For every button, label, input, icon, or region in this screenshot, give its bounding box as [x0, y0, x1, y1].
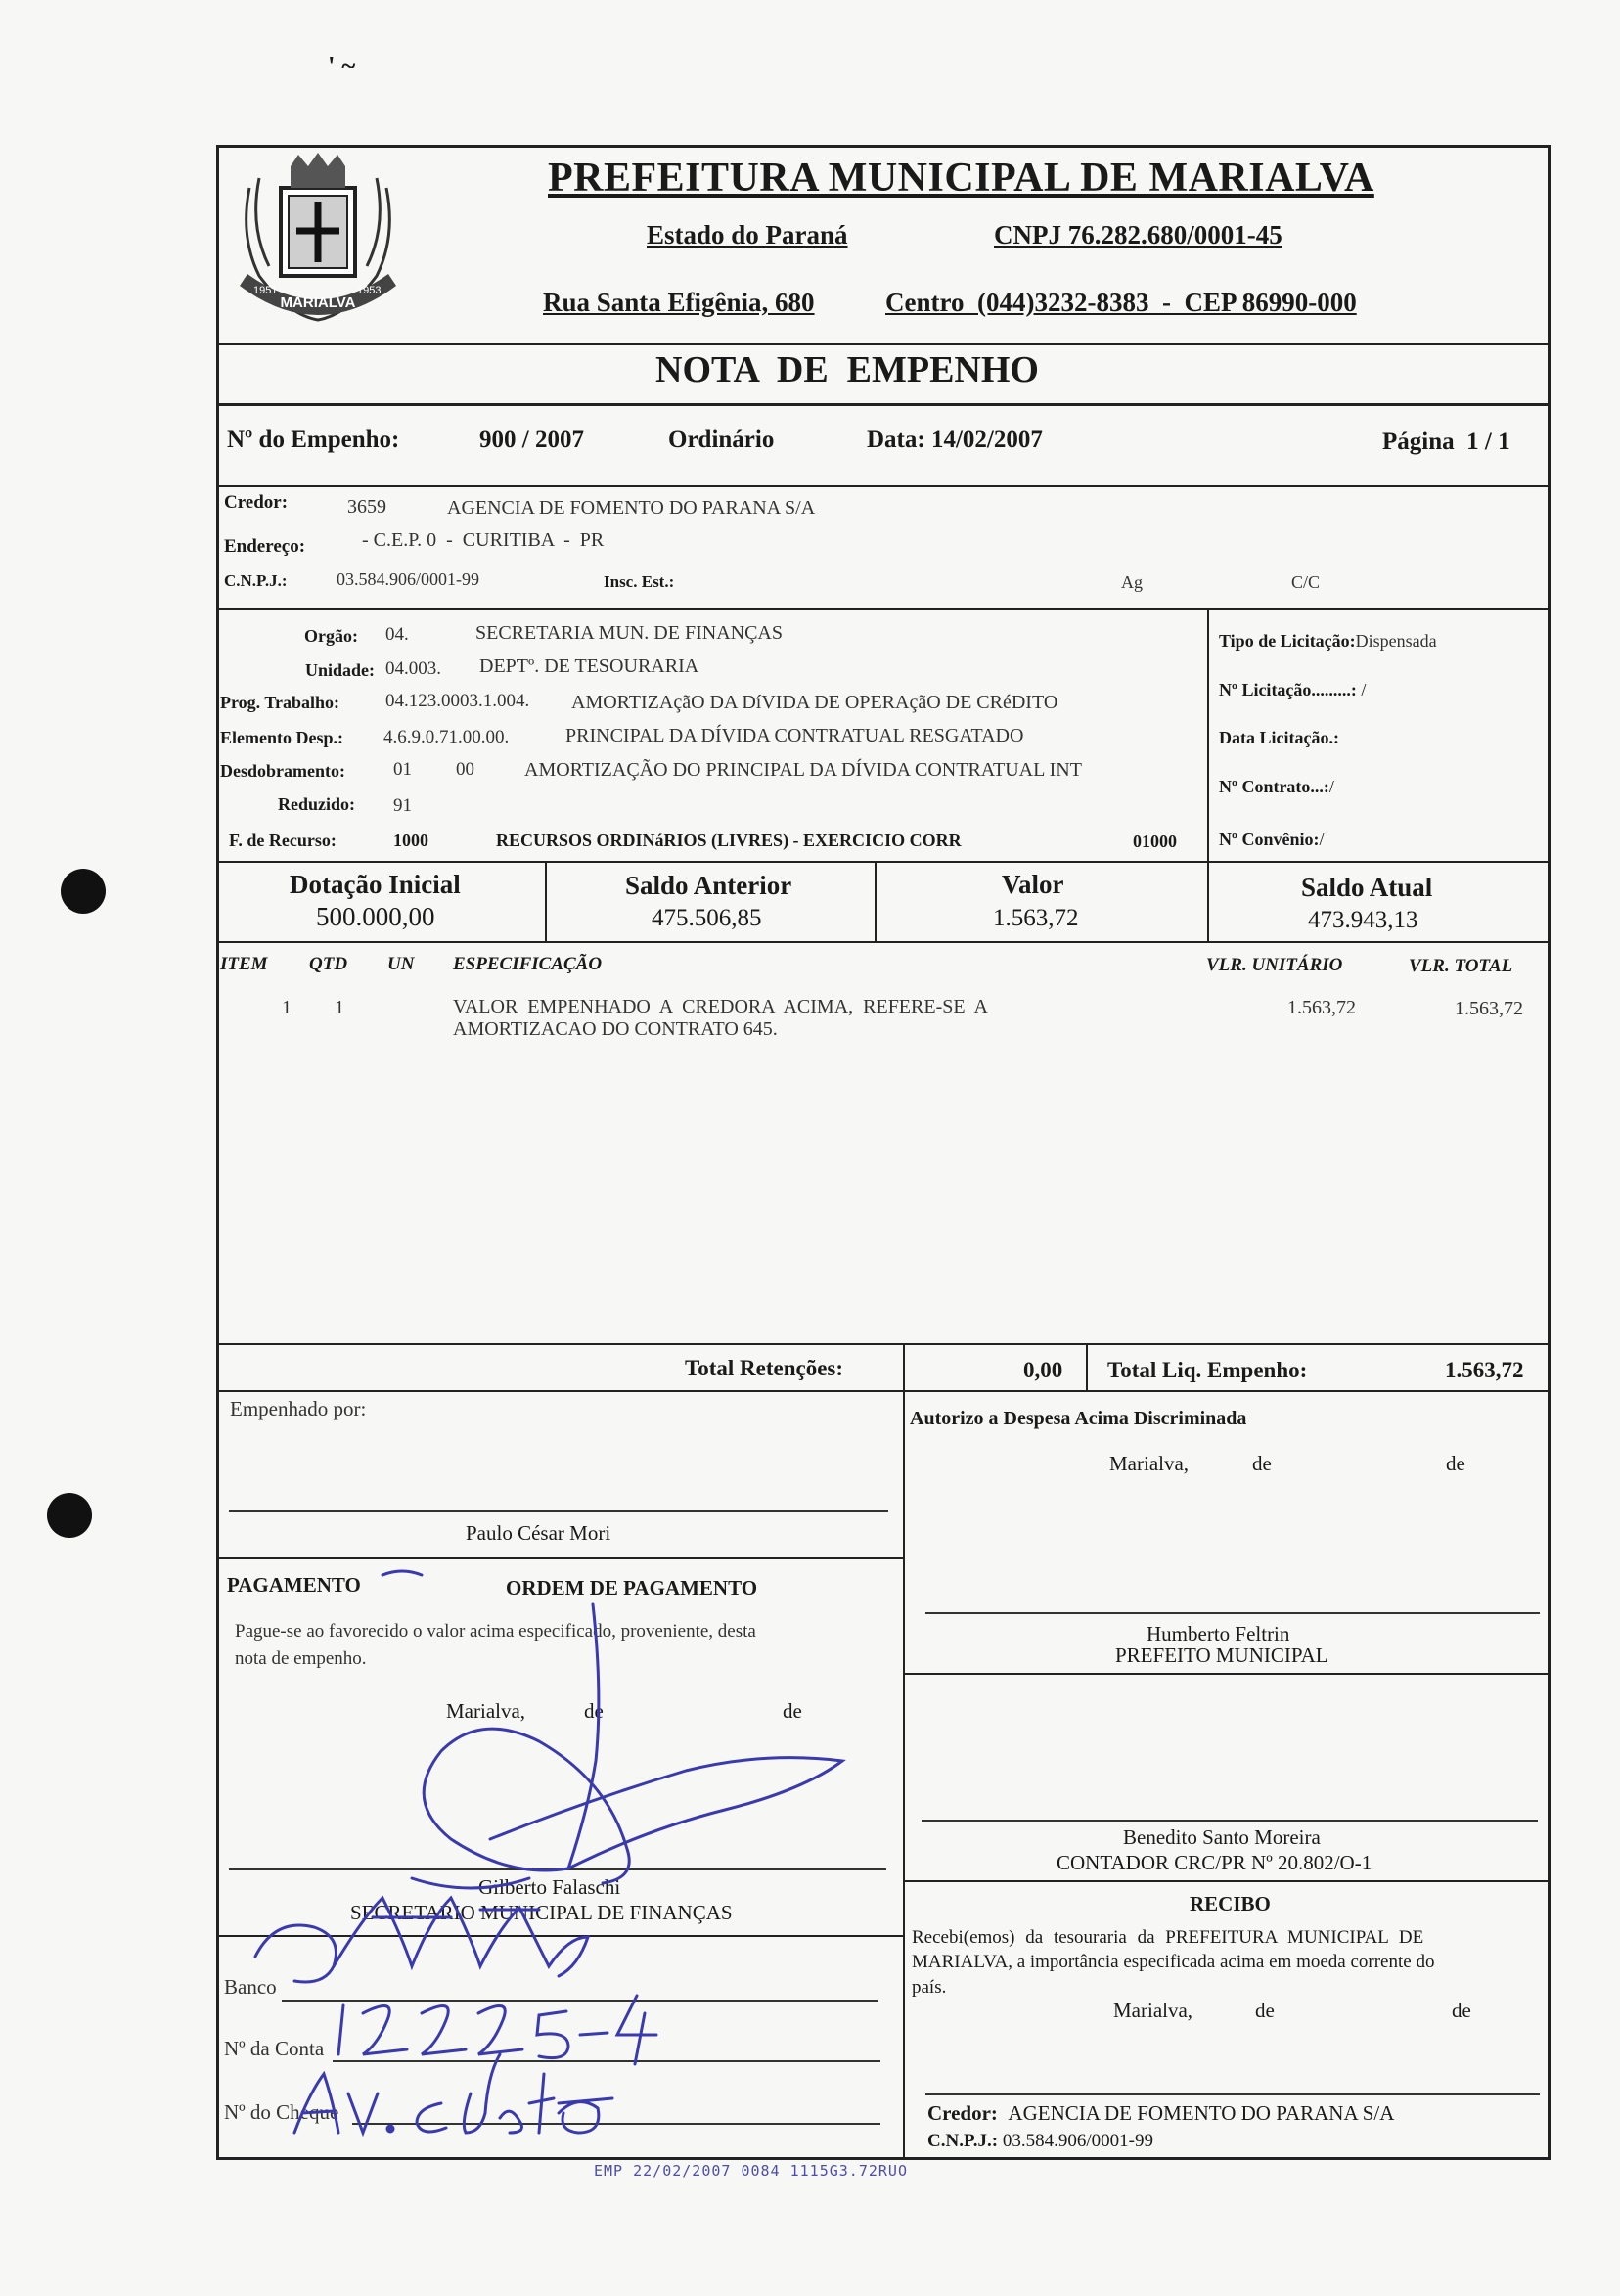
punch-hole-bottom: [47, 1493, 92, 1538]
pagamento-label: PAGAMENTO: [227, 1573, 361, 1597]
endereco-label: Endereço:: [224, 536, 306, 557]
contador-cargo: CONTADOR CRC/PR Nº 20.802/O-1: [1057, 1851, 1372, 1874]
header-title: PREFEITURA MUNICIPAL DE MARIALVA: [548, 156, 1374, 201]
col-un: UN: [387, 954, 415, 974]
pagamento-local: Marialva,: [446, 1699, 526, 1723]
col-item: ITEM: [220, 954, 268, 974]
autorizo-de-2: de: [1446, 1452, 1465, 1475]
reduzido-value: 91: [393, 795, 412, 816]
licitacao-type-row: [1219, 631, 1437, 652]
unidade-label: Unidade:: [305, 660, 376, 680]
recibo-text-3: país.: [912, 1977, 947, 1998]
elemento-desp-code: 4.6.9.0.71.00.00.: [383, 727, 510, 747]
liquido-value: 1.563,72: [1445, 1358, 1524, 1382]
autorizo-local: Marialva,: [1109, 1452, 1190, 1475]
col-especificacao: ESPECIFICAÇÃO: [453, 954, 603, 974]
recibo-local: Marialva,: [1113, 1999, 1193, 2022]
table-row-item: 1: [282, 997, 292, 1018]
divider: [216, 608, 1551, 610]
autorizo-label: Autorizo a Despesa Acima Discriminada: [910, 1408, 1247, 1429]
licitacao-number-label: Nº Licitação.........:: [1219, 680, 1357, 699]
recibo-cnpj-label: C.N.P.J.:: [927, 2131, 999, 2151]
divider: [216, 861, 1551, 863]
empenho-type: Ordinário: [668, 427, 775, 453]
header-cnpj: CNPJ 76.282.680/0001-45: [994, 220, 1282, 249]
desdobramento-name: AMORTIZAÇÃO DO PRINCIPAL DA DÍVIDA CONTRATUAL INT: [524, 759, 1082, 781]
prefeito-nome: Humberto Feltrin: [1147, 1622, 1290, 1645]
punch-hole-top: [61, 869, 106, 914]
divider: [216, 403, 1551, 406]
signature-line: [925, 2093, 1540, 2095]
empenho-number: 900 / 2007: [479, 427, 584, 453]
saldo-anterior-value: 475.506,85: [652, 905, 762, 931]
handwritten-signatures: [216, 1546, 921, 2152]
header-address: Rua Santa Efigênia, 680: [543, 288, 815, 317]
insc-est-label: Insc. Est.:: [604, 572, 675, 591]
seal-year-right: 1953: [357, 285, 382, 296]
saldo-anterior-label: Saldo Anterior: [625, 871, 792, 900]
header-state: Estado do Paraná: [647, 220, 848, 249]
seal-label: MARIALVA: [280, 294, 356, 311]
empenhado-label: Empenhado por:: [230, 1397, 367, 1420]
recibo-credor-row: [927, 2101, 1394, 2126]
dotacao-label: Dotação Inicial: [290, 870, 461, 899]
header-address-2: Centro (044)3232-8383 - CEP 86990-000: [885, 288, 1357, 317]
recibo-cnpj-row: [927, 2131, 1153, 2152]
recibo-credor: AGENCIA DE FOMENTO DO PARANA S/A: [1008, 2101, 1395, 2125]
ordem-pen-mark: [382, 1571, 422, 1575]
licitacao-date-label: Data Licitação.:: [1219, 728, 1339, 747]
unidade-code: 04.003.: [385, 658, 441, 679]
banco-label: Banco: [224, 1975, 277, 1999]
conta-handwriting: [338, 2005, 343, 2054]
cheque-label: Nº do Cheque: [224, 2100, 339, 2124]
table-row-desc-2: AMORTIZACAO DO CONTRATO 645.: [453, 1018, 778, 1040]
recibo-text-1: Recebi(emos) da tesouraria da PREFEITURA MUNICIPAL DE: [912, 1927, 1424, 1948]
contrato-row: [1219, 777, 1334, 797]
cnpj-label: C.N.P.J.:: [224, 571, 288, 590]
prog-trabalho-name: AMORTIZAçãO DA DíVIDA DE OPERAçãO DE CRéDITO: [571, 692, 1058, 713]
ordem-pagamento-label: ORDEM DE PAGAMENTO: [506, 1576, 758, 1599]
liquido-label: Total Liq. Empenho:: [1107, 1358, 1308, 1382]
saldo-atual-value: 473.943,13: [1308, 907, 1418, 933]
page-number: Página 1 / 1: [1382, 428, 1510, 455]
divider: [903, 1343, 905, 1390]
convenio-label: Nº Convênio:: [1219, 830, 1320, 849]
seal-year-left: 1951: [253, 285, 278, 296]
desdobramento-code-2: 00: [456, 759, 474, 780]
secretario-signature: [568, 1604, 599, 1868]
recibo-cnpj: 03.584.906/0001-99: [1002, 2131, 1153, 2151]
cheque-handwriting: [294, 2074, 338, 2133]
divider: [216, 343, 1551, 345]
divider: [545, 861, 547, 941]
licitacao-type: Dispensada: [1355, 631, 1437, 651]
licitacao-number: /: [1361, 680, 1367, 699]
retencoes-label: Total Retenções:: [685, 1356, 844, 1380]
recibo-text-2: MARIALVA, a importância especificada acima em moeda corrente do: [912, 1952, 1435, 1972]
divider: [216, 941, 1551, 943]
fonte-recurso-label: F. de Recurso:: [229, 831, 337, 850]
fonte-recurso-code: 1000: [393, 831, 428, 850]
conta-label: Nº da Conta: [224, 2037, 325, 2060]
divider: [1086, 1343, 1088, 1390]
table-row-total: 1.563,72: [1455, 998, 1523, 1019]
prog-trabalho-code: 04.123.0003.1.004.: [385, 691, 530, 711]
table-row-qtd: 1: [335, 997, 344, 1018]
prog-trabalho-label: Prog. Trabalho:: [220, 693, 340, 712]
fonte-recurso-code-2: 01000: [1133, 832, 1177, 851]
empenho-date: Data: 14/02/2007: [867, 427, 1043, 453]
signature-line: [925, 1612, 1540, 1614]
prefeito-cargo: PREFEITO MUNICIPAL: [1115, 1643, 1328, 1667]
divider: [216, 485, 1551, 487]
divider: [216, 1390, 1551, 1392]
table-row-desc-1: VALOR EMPENHADO A CREDORA ACIMA, REFERE-SE A: [453, 996, 988, 1017]
desdobramento-code-1: 01: [393, 759, 412, 780]
table-row-unit: 1.563,72: [1287, 997, 1356, 1018]
divider: [903, 1880, 1551, 1882]
autorizo-de-1: de: [1252, 1452, 1272, 1475]
elemento-desp-label: Elemento Desp.:: [220, 728, 343, 747]
cnpj-value: 03.584.906/0001-99: [337, 569, 479, 589]
contador-nome: Benedito Santo Moreira: [1123, 1825, 1321, 1849]
pagamento-text-1: Pague-se ao favorecido o valor acima especificado, proveniente, desta: [235, 1621, 756, 1642]
orgao-label: Orgão:: [304, 626, 358, 646]
credor-code: 3659: [347, 496, 386, 518]
credor-name: AGENCIA DE FOMENTO DO PARANA S/A: [447, 497, 816, 518]
contrato-label: Nº Contrato...:: [1219, 777, 1329, 796]
empenhado-nome: Paulo César Mori: [466, 1521, 611, 1545]
divider: [216, 1343, 1551, 1345]
col-vlr-total: VLR. TOTAL: [1409, 956, 1513, 976]
orgao-name: SECRETARIA MUN. DE FINANÇAS: [475, 622, 783, 644]
divider: [875, 861, 877, 941]
recibo-de-2: de: [1452, 1999, 1471, 2022]
valor-label: Valor: [1002, 870, 1064, 899]
empenho-number-label: Nº do Empenho:: [227, 427, 400, 453]
unidade-name: DEPTº. DE TESOURARIA: [479, 655, 699, 677]
banco-handwriting: [255, 1925, 337, 1982]
desdobramento-label: Desdobramento:: [220, 761, 345, 781]
reduzido-label: Reduzido:: [278, 794, 356, 814]
valor-value: 1.563,72: [993, 905, 1079, 931]
signature-line: [922, 1820, 1538, 1822]
credor-label: Credor:: [224, 492, 289, 513]
doc-title: NOTA DE EMPENHO: [655, 349, 1039, 390]
col-vlr-unitario: VLR. UNITÁRIO: [1206, 955, 1343, 975]
scan-mark: ' ~: [328, 51, 356, 80]
licitacao-number-row: [1219, 680, 1366, 700]
elemento-desp-name: PRINCIPAL DA DÍVIDA CONTRATUAL RESGATADO: [565, 725, 1024, 746]
pagamento-text-2: nota de empenho.: [235, 1648, 367, 1669]
convenio-row: [1219, 830, 1324, 850]
agencia-label: Ag: [1121, 572, 1143, 592]
divider: [1207, 608, 1209, 941]
divider: [903, 1673, 1551, 1675]
recibo-de-1: de: [1255, 1999, 1275, 2022]
licitacao-type-label: Tipo de Licitação:: [1219, 631, 1356, 651]
retencoes-value: 0,00: [1023, 1358, 1063, 1382]
municipal-seal: [220, 149, 416, 335]
pagamento-de-1: de: [584, 1699, 604, 1723]
signature-line: [229, 1510, 888, 1512]
endereco-value: - C.E.P. 0 - CURITIBA - PR: [362, 529, 605, 551]
orgao-code: 04.: [385, 624, 409, 645]
pagamento-de-2: de: [783, 1699, 802, 1723]
dotacao-value: 500.000,00: [316, 902, 435, 931]
secretario-cargo: SECRETARIO MUNICIPAL DE FINANÇAS: [350, 1901, 733, 1924]
bottom-stamp: EMP 22/02/2007 0084 1115G3.72RUO: [594, 2162, 908, 2180]
saldo-atual-label: Saldo Atual: [1301, 873, 1433, 902]
recibo-label: RECIBO: [1190, 1892, 1271, 1915]
contrato-value: /: [1328, 777, 1334, 796]
secretario-nome: Gilberto Falaschi: [478, 1875, 621, 1899]
conta-corrente-label: C/C: [1291, 572, 1321, 592]
fonte-recurso-name: RECURSOS ORDINáRIOS (LIVRES) - EXERCICIO CORR: [496, 831, 962, 850]
col-qtd: QTD: [309, 954, 348, 974]
convenio-value: /: [1319, 830, 1325, 849]
recibo-credor-label: Credor:: [927, 2101, 998, 2125]
